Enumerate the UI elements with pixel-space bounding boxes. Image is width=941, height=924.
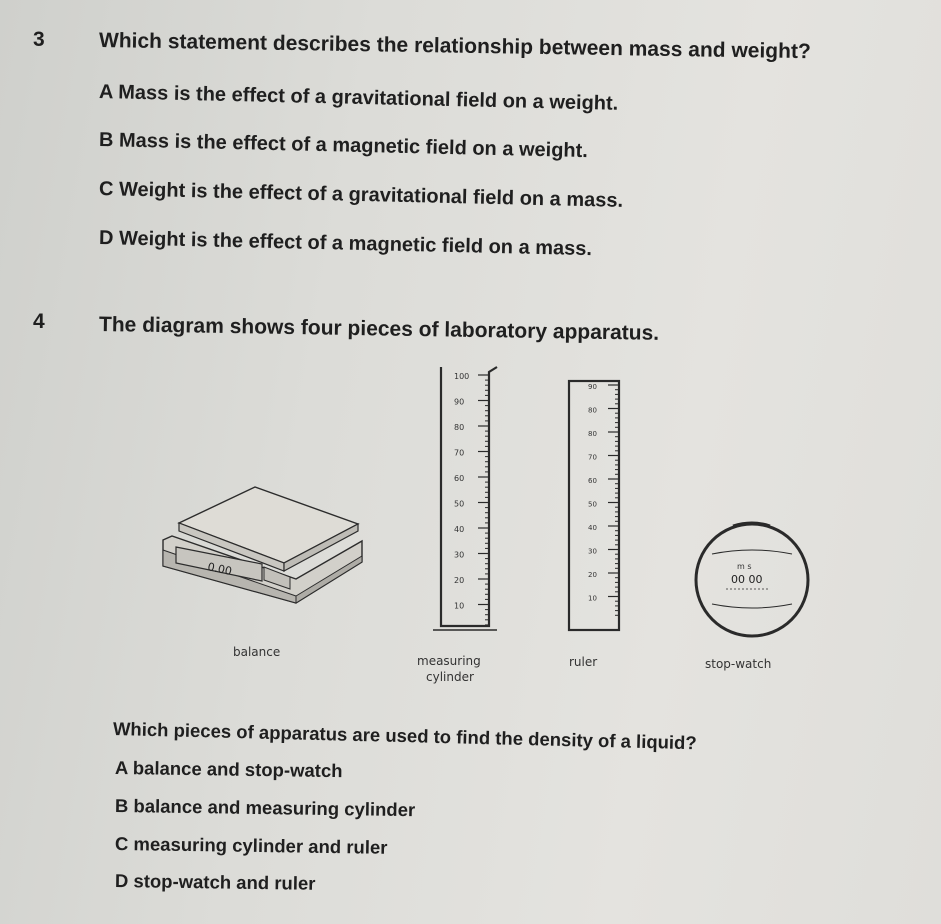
question-4-option-c[interactable]: C measuring cylinder and ruler xyxy=(114,833,388,858)
ruler-tick-label: 70 xyxy=(588,453,597,462)
question-4-number: 4 xyxy=(33,310,45,333)
balance-caption: balance xyxy=(233,645,281,659)
ruler-tick-label: 30 xyxy=(588,547,597,556)
cylinder-tick-label: 40 xyxy=(454,525,465,534)
cylinder-tick-label: 70 xyxy=(454,448,465,458)
balance-illustration xyxy=(163,487,362,603)
question-3-option-d[interactable]: D Weight is the effect of a magnetic field on a mass. xyxy=(98,227,593,261)
cylinder-tick-label: 90 xyxy=(454,397,465,407)
question-4-option-b[interactable]: B balance and measuring cylinder xyxy=(114,795,416,821)
question-3-option-b[interactable]: B Mass is the effect of a magnetic field on a weight. xyxy=(98,129,589,163)
ruler-tick-label: 90 xyxy=(588,383,597,391)
ruler-tick-label: 60 xyxy=(588,477,597,485)
ruler-scale xyxy=(588,383,619,615)
ruler-illustration xyxy=(569,381,619,630)
cylinder-tick-label: 20 xyxy=(454,576,465,585)
cylinder-tick-label: 60 xyxy=(454,474,465,483)
ruler-tick-label: 40 xyxy=(588,524,597,532)
measuring-cylinder-caption-line-1: measuring xyxy=(417,654,481,668)
cylinder-tick-label: 100 xyxy=(454,372,470,381)
measuring-cylinder-illustration xyxy=(433,367,497,630)
cylinder-tick-label: 50 xyxy=(454,499,465,509)
ruler-tick-label: 80 xyxy=(588,406,597,415)
question-3-text: Which statement describes the relationship between mass and weight? xyxy=(98,29,811,64)
question-3-option-c[interactable]: C Weight is the effect of a gravitational field on a mass. xyxy=(98,178,624,212)
svg-text:m s: m s xyxy=(737,562,752,571)
ruler-tick-label: 80 xyxy=(588,430,597,438)
ruler-tick-label: 50 xyxy=(588,500,597,509)
ruler-tick-label: 10 xyxy=(588,594,597,603)
stop-watch-display: 00 00 xyxy=(731,573,763,586)
cylinder-tick-label: 10 xyxy=(454,601,465,611)
question-4-option-d[interactable]: D stop-watch and ruler xyxy=(114,870,316,894)
cylinder-tick-label: 80 xyxy=(454,423,465,432)
question-4-text: Which pieces of apparatus are used to find the density of a liquid? xyxy=(112,718,697,754)
ruler-tick-label: 20 xyxy=(588,571,597,579)
balance-display: 0.00 xyxy=(206,560,234,579)
ruler-caption: ruler xyxy=(569,655,598,669)
question-4-intro: The diagram shows four pieces of laboratory apparatus. xyxy=(98,313,660,345)
question-3-number: 3 xyxy=(33,28,45,51)
question-4-option-a[interactable]: A balance and stop-watch xyxy=(114,757,343,782)
cylinder-tick-label: 30 xyxy=(454,550,465,560)
cylinder-scale xyxy=(454,372,489,625)
stop-watch-caption: stop-watch xyxy=(705,657,772,671)
measuring-cylinder-caption-line-2: cylinder xyxy=(426,670,474,684)
stop-watch-illustration xyxy=(696,523,808,636)
question-3-option-a[interactable]: A Mass is the effect of a gravitational field on a weight. xyxy=(98,81,619,115)
